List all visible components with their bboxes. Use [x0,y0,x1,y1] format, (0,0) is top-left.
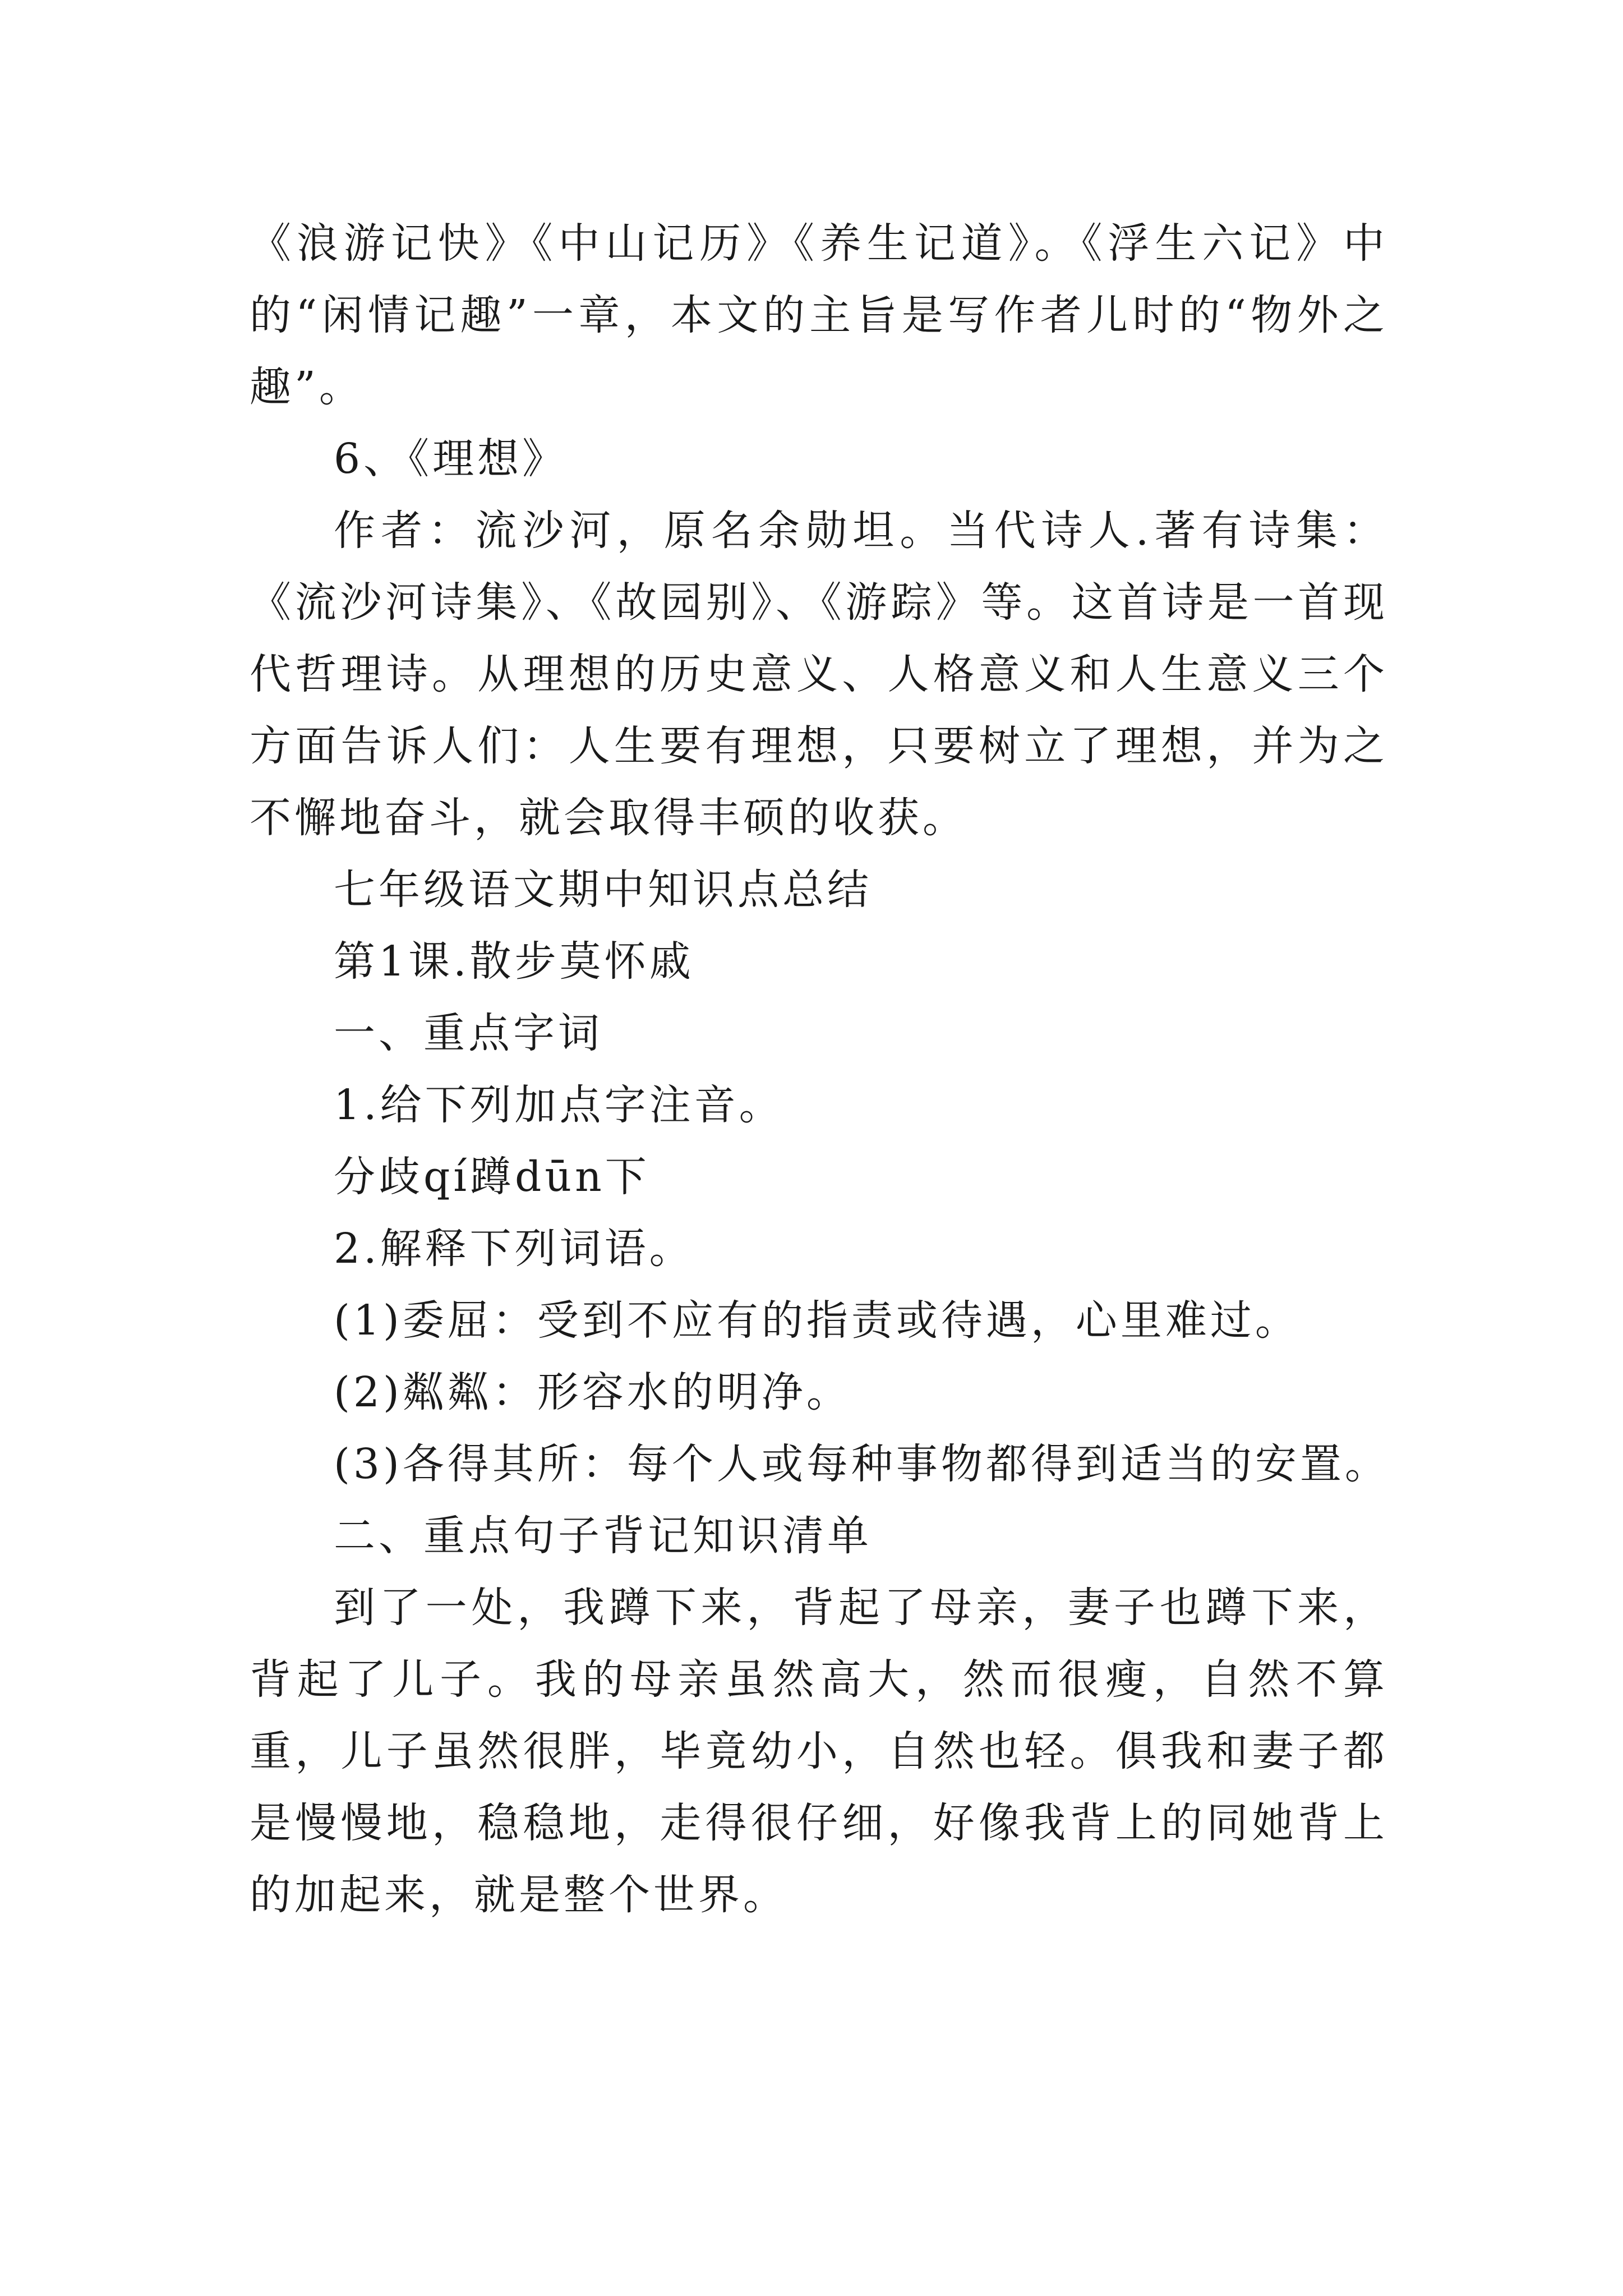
definition-gedeqisuo: (3)各得其所：每个人或每种事物都得到适当的安置。 [334,1440,1390,1488]
document-body [250,208,1388,1931]
paragraph-intro-continued: 《浪游记快》《中山记历》《养生记道》。《浮生六记》中的“闲情记趣”一章，本文的主旨是写作者儿时的“物外之趣”。 [250,219,1388,411]
subheading-key-words: 一、重点字词 [334,1009,603,1057]
heading-lixiang: 6、《理想》 [334,435,568,483]
definition-weiqu: (1)委屈：受到不应有的指责或待遇，心里难过。 [334,1296,1300,1345]
paragraph-author-liushahe: 作者：流沙河，原名余勋坦。当代诗人.著有诗集：《流沙河诗集》、《故园别》、《游踪》等。这首诗是一首现代哲理诗。从理想的历史意义、人格意义和人生意义三个方面告诉人们：人生要有理想，只要树立了理想，并为之不懈地奋斗，就会取得丰硕的收获。 [250,507,1388,842]
exercise-pinyin-prompt: 1.给下列加点字注音。 [334,1081,784,1129]
paragraph-key-sentence: 到了一处，我蹲下来，背起了母亲，妻子也蹲下来，背起了儿子。我的母亲虽然高大，然而很瘦，自然不算重，儿子虽然很胖，毕竟幼小，自然也轻。俱我和妻子都是慢慢地，稳稳地，走得很仔细，好像我背上的同她背上的加起来，就是整个世界。 [250,1584,1388,1919]
subheading-key-sentences: 二、重点句子背记知识清单 [334,1512,872,1560]
exercise-pinyin-answer: 分歧qí蹲dūn下 [334,1153,650,1201]
definition-linlin: (2)粼粼：形容水的明净。 [334,1368,851,1416]
section-title-summary: 七年级语文期中知识点总结 [334,866,872,914]
lesson-title: 第1课.散步莫怀戚 [334,937,694,986]
exercise-explain-prompt: 2.解释下列词语。 [334,1225,694,1273]
